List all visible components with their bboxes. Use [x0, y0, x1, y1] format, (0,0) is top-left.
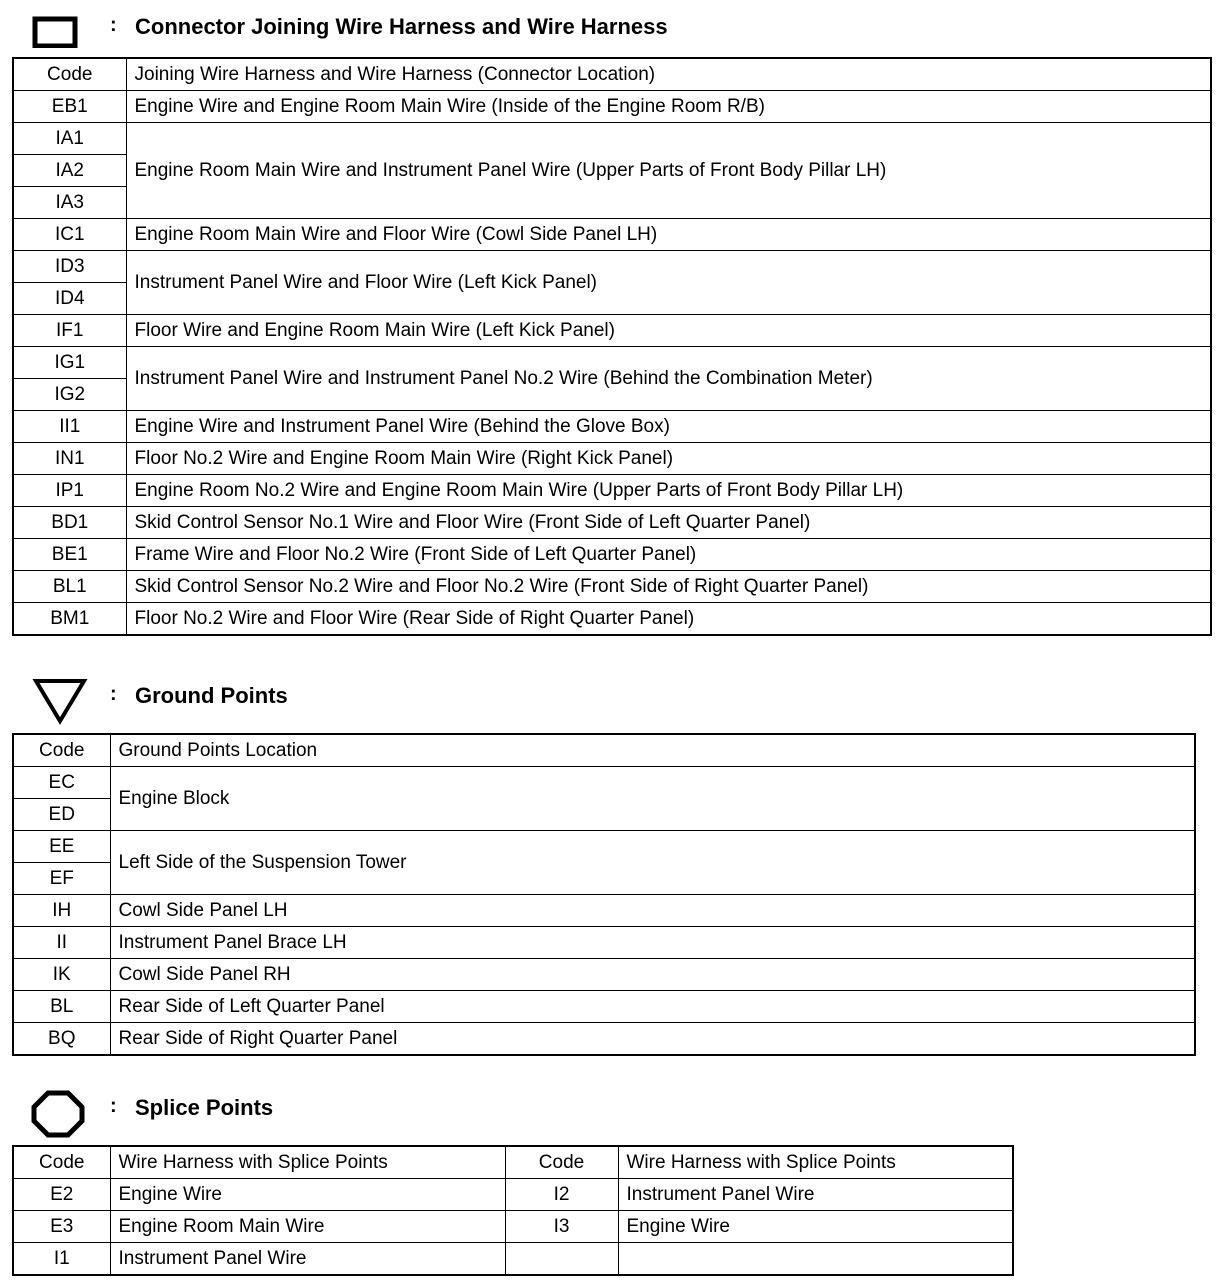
description-cell: Engine Block	[110, 767, 1195, 831]
ground-table	[12, 733, 1196, 1056]
header-code: Code	[13, 58, 126, 91]
code-cell: II	[13, 927, 110, 959]
description-cell: Engine Wire and Instrument Panel Wire (Behind the Glove Box)	[126, 411, 1211, 443]
code-cell: I1	[13, 1243, 110, 1276]
description-cell: Skid Control Sensor No.1 Wire and Floor Wire (Front Side of Left Quarter Panel)	[126, 507, 1211, 539]
description-cell: Floor Wire and Engine Room Main Wire (Left Kick Panel)	[126, 315, 1211, 347]
table-row	[13, 571, 1211, 603]
table-header-row	[13, 1146, 1013, 1179]
code-cell: IF1	[13, 315, 126, 347]
table-row	[13, 219, 1211, 251]
heading-colon: :	[110, 683, 117, 705]
octagon-symbol-icon	[30, 1089, 86, 1139]
code-cell: IC1	[13, 219, 126, 251]
code-cell: EB1	[13, 91, 126, 123]
splice-section-title: Splice Points	[135, 1095, 274, 1120]
code-cell: BL1	[13, 571, 126, 603]
connector-section-title: Connector Joining Wire Harness and Wire Harness	[135, 14, 668, 39]
table-row	[13, 991, 1195, 1023]
description-cell: Instrument Panel Wire and Instrument Panel No.2 Wire (Behind the Combination Meter)	[126, 347, 1211, 411]
table-row	[13, 767, 1195, 799]
table-row	[13, 251, 1211, 283]
table-row	[13, 927, 1195, 959]
code-cell: IG1	[13, 347, 126, 379]
code-cell: IN1	[13, 443, 126, 475]
description-cell: Cowl Side Panel RH	[110, 959, 1195, 991]
description-cell: Engine Room No.2 Wire and Engine Room Main Wire (Upper Parts of Front Body Pillar LH)	[126, 475, 1211, 507]
description-cell: Left Side of the Suspension Tower	[110, 831, 1195, 895]
code-cell: E3	[13, 1211, 110, 1243]
splice-section-heading	[0, 1095, 1216, 1145]
description-cell: Instrument Panel Brace LH	[110, 927, 1195, 959]
table-row	[13, 475, 1211, 507]
description-cell: Rear Side of Left Quarter Panel	[110, 991, 1195, 1023]
description-cell: Floor No.2 Wire and Floor Wire (Rear Side of Right Quarter Panel)	[126, 603, 1211, 636]
code-cell: IA3	[13, 187, 126, 219]
header-description: Wire Harness with Splice Points	[110, 1146, 505, 1179]
description-cell: Engine Room Main Wire	[110, 1211, 505, 1243]
table-row	[13, 507, 1211, 539]
table-row	[13, 1179, 1013, 1211]
description-cell: Skid Control Sensor No.2 Wire and Floor No.2 Wire (Front Side of Right Quarter Panel)	[126, 571, 1211, 603]
splice-table	[12, 1145, 1014, 1276]
table-row	[13, 1023, 1195, 1056]
table-row	[13, 1211, 1013, 1243]
code-cell: IA1	[13, 123, 126, 155]
description-cell-2: Instrument Panel Wire	[618, 1179, 1013, 1211]
table-row	[13, 91, 1211, 123]
description-cell: Cowl Side Panel LH	[110, 895, 1195, 927]
code-cell-2: I2	[505, 1179, 618, 1211]
ground-section-title: Ground Points	[135, 683, 288, 708]
table-row	[13, 411, 1211, 443]
table-row	[13, 603, 1211, 636]
heading-colon: :	[110, 14, 117, 36]
square-symbol-icon	[32, 16, 78, 48]
code-cell: ID3	[13, 251, 126, 283]
code-cell: ED	[13, 799, 110, 831]
table-row	[13, 1243, 1013, 1276]
code-cell: II1	[13, 411, 126, 443]
description-cell-2	[618, 1243, 1013, 1276]
header-description: Joining Wire Harness and Wire Harness (Connector Location)	[126, 58, 1211, 91]
code-cell: IP1	[13, 475, 126, 507]
code-cell: IK	[13, 959, 110, 991]
description-cell: Rear Side of Right Quarter Panel	[110, 1023, 1195, 1056]
table-row	[13, 123, 1211, 155]
description-cell-2: Engine Wire	[618, 1211, 1013, 1243]
code-cell: ID4	[13, 283, 126, 315]
description-cell: Floor No.2 Wire and Engine Room Main Wire (Right Kick Panel)	[126, 443, 1211, 475]
header-description-2: Wire Harness with Splice Points	[618, 1146, 1013, 1179]
description-cell: Engine Wire and Engine Room Main Wire (Inside of the Engine Room R/B)	[126, 91, 1211, 123]
code-cell: IH	[13, 895, 110, 927]
table-row	[13, 315, 1211, 347]
table-row	[13, 831, 1195, 863]
code-cell: BM1	[13, 603, 126, 636]
description-cell: Engine Room Main Wire and Floor Wire (Cowl Side Panel LH)	[126, 219, 1211, 251]
code-cell-2: I3	[505, 1211, 618, 1243]
code-cell: BQ	[13, 1023, 110, 1056]
code-cell: IG2	[13, 379, 126, 411]
table-header-row	[13, 734, 1195, 767]
code-cell: BE1	[13, 539, 126, 571]
table-row	[13, 539, 1211, 571]
table-row	[13, 443, 1211, 475]
code-cell: E2	[13, 1179, 110, 1211]
header-description: Ground Points Location	[110, 734, 1195, 767]
code-cell: BD1	[13, 507, 126, 539]
table-row	[13, 895, 1195, 927]
table-header-row	[13, 58, 1211, 91]
triangle-down-symbol-icon	[32, 677, 88, 727]
code-cell: EE	[13, 831, 110, 863]
description-cell: Instrument Panel Wire	[110, 1243, 505, 1276]
description-cell: Instrument Panel Wire and Floor Wire (Left Kick Panel)	[126, 251, 1211, 315]
code-cell: EC	[13, 767, 110, 799]
code-cell: BL	[13, 991, 110, 1023]
description-cell: Engine Room Main Wire and Instrument Panel Wire (Upper Parts of Front Body Pillar LH)	[126, 123, 1211, 219]
table-row	[13, 959, 1195, 991]
heading-colon: :	[110, 1095, 117, 1117]
header-code: Code	[13, 1146, 110, 1179]
table-row	[13, 347, 1211, 379]
connector-table	[12, 57, 1212, 636]
code-cell-2	[505, 1243, 618, 1276]
ground-section-heading	[0, 683, 1216, 733]
code-cell: EF	[13, 863, 110, 895]
description-cell: Frame Wire and Floor No.2 Wire (Front Side of Left Quarter Panel)	[126, 539, 1211, 571]
description-cell: Engine Wire	[110, 1179, 505, 1211]
header-code-2: Code	[505, 1146, 618, 1179]
code-cell: IA2	[13, 155, 126, 187]
header-code: Code	[13, 734, 110, 767]
